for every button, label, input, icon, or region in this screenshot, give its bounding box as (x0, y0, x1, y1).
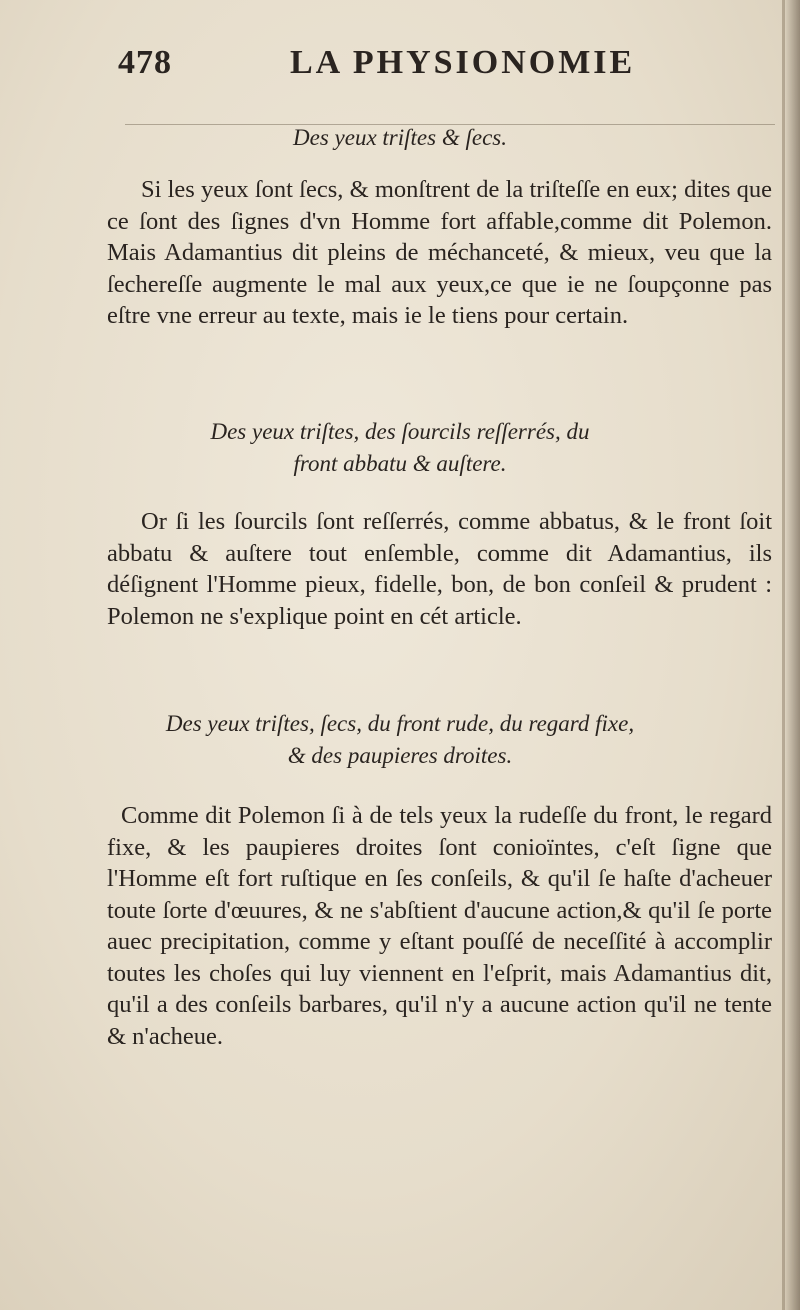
section-heading-1: Des yeux triſtes & ſecs. (293, 125, 507, 150)
section-heading-2: Des yeux triſtes, des ſourcils reſſerrés, du front abbatu & auſtere. (210, 419, 590, 476)
section-text-2: Or ſi les ſourcils ſont reſſerrés, comme abbatus, & le front ſoit abbatu & auſtere tout enſemble, comme dit Adamantius, ils déſignent l'Homme pieux, fidelle, bon, de bon conſeil & prudent : Polemon ne s'explique point en cét article. (107, 508, 772, 630)
page-edge-line (782, 0, 785, 1310)
section-text-3: Comme dit Polemon ſi à de tels yeux la rudeſſe du front, le regard fixe, & les paupieres droites ſont conioïntes, c'eſt ſigne que l'Homme eſt fort ruſtique en ſes conſeils, & qu'il ſe haſte d'acheuer toute ſorte d'œuures, & ne s'abſtient d'aucune action,& qu'il ſe porte auec precipitation, comme y eſtant pouſſé de neceſſité à accomplir toutes les choſes qui luy viennent en l'eſprit, mais Adamantius dit, qu'il a des conſeils barbares, qu'il n'y a aucune action qu'il ne tente & n'acheue. (107, 802, 772, 1050)
section-text-1: Si les yeux ſont ſecs, & monſtrent de la triſteſſe en eux; dites que ce ſont des ſignes d'vn Homme fort affable,comme dit Polemon. Mais Adamantius dit pleins de méchanceté, & mieux, veu que la ſechereſſe augmente le mal aux yeux,ce que ie ne ſoupçonne pas eſtre vne erreur au texte, mais ie le tiens pour certain. (107, 176, 772, 329)
page-edge-shadow (784, 0, 800, 1310)
page-header (118, 40, 678, 90)
page-number: 478 (118, 44, 172, 81)
running-title: LA PHYSIONOMIE (290, 44, 636, 81)
section-heading-3: Des yeux triſtes, ſecs, du front rude, du regard fixe, & des paupieres droites. (165, 711, 635, 768)
